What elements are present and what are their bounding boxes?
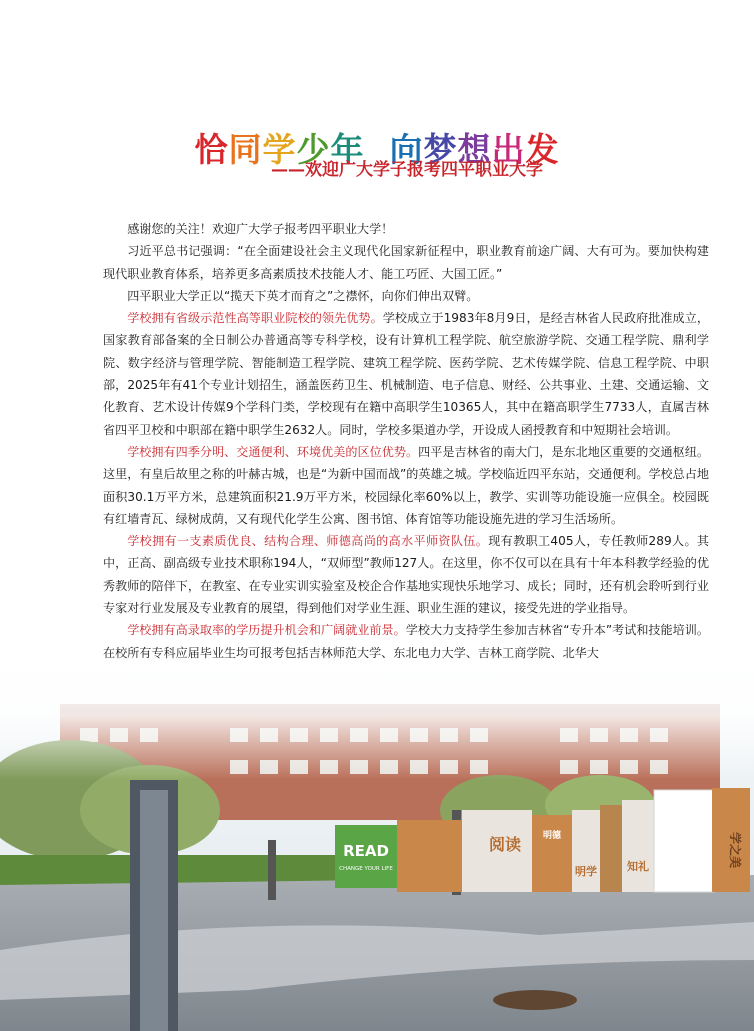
highlight-heading: 学校拥有一支素质优良、结构合理、师德高尚的高水平师资队伍。 xyxy=(127,534,489,549)
panel-text: 明德 xyxy=(542,831,562,841)
title-character: 年 xyxy=(330,130,365,170)
highlight-heading: 学校拥有高录取率的学历提升机会和广阔就业前景。 xyxy=(127,623,406,638)
paragraph-advantage-4 xyxy=(103,619,709,664)
paragraph-text: 现有教职工405人，专任教师289人。其中，正高、副高级专业技术职称194人，“双师型”教师127人。在这里，你不仅可以在具有十年本科教学经验的优秀教师的陪伴下，在教室、在专业实训实验室及校企合作基地实现快乐地学习、成长；同时，还有机会聆听到行业专家对行业发展及专业教育的展望，得到他们对学业生涯、职业生涯的建议，接受先进的学业指导。 xyxy=(103,534,709,616)
title-character: 恰 xyxy=(194,130,229,170)
page-subtitle: ——欢迎广大学子报考四平职业大学 xyxy=(271,160,543,180)
read-sign xyxy=(335,825,397,888)
photo-fade-overlay xyxy=(0,660,754,780)
paragraph-advantage-2 xyxy=(103,441,709,530)
title-character: 少 xyxy=(296,130,331,170)
article-body xyxy=(103,218,709,664)
highlight-heading: 学校拥有四季分明、交通便利、环境优美的区位优势。 xyxy=(127,444,419,459)
panel-text: 明学 xyxy=(575,865,597,878)
paragraph-invitation: 四平职业大学正以“揽天下英才而育之”之襟怀，向你们伸出双臂。 xyxy=(127,288,479,303)
paragraph-advantage-3 xyxy=(103,530,709,619)
paragraph-quote: 习近平总书记强调：“在全面建设社会主义现代化国家新征程中，职业教育前途广阔、大有可为。要加快构建现代职业教育体系，培养更多高素质技术技能人才、能工巧匠、大国工匠。” xyxy=(103,244,709,281)
paragraph-text: 学校大力支持学生参加吉林省“专升本”考试和技能培训。在校所有专科应届毕业生均可报考包括吉林师范大学、东北电力大学、吉林工商学院、北华大 xyxy=(103,623,709,660)
title-character: 出 xyxy=(491,130,526,170)
read-sign-text: READ xyxy=(343,842,389,860)
paragraph-greeting: 感谢您的关注！欢迎广大学子报考四平职业大学！ xyxy=(127,222,394,236)
manhole-cover xyxy=(493,990,577,1010)
paragraph-text: 学校成立于1983年8月9日，是经吉林省人民政府批准成立，国家教育部备案的全日制公办普通高等专科学校，设有计算机工程学院、航空旅游学院、交通工程学院、鼎利学院、数字经济与管理学院、智能制造工程学院、建筑工程学院、医药学院、艺术传媒学院、信息工程学院、中职部，2025年有41个专业计划招生，涵盖医药卫生、机械制造、电子信息、财经、公共事业、土建、交通运输、文化教育、艺术设计传媒9个学科门类，学校现有在籍中高职学生10365人，其中在籍高职学生7733人，直属吉林省四平卫校和中职部在籍中职学生2632人。同时，学校多渠道办学，开设成人函授教育和中短期社会培训。 xyxy=(103,311,709,437)
highlight-heading: 学校拥有省级示范性高等职业院校的领先优势。 xyxy=(127,311,383,326)
title-character: 想 xyxy=(457,130,492,170)
title-character: 发 xyxy=(525,130,560,170)
read-sign-subtext: CHANGE YOUR LIFE xyxy=(339,866,393,872)
title-character: 学 xyxy=(262,130,297,170)
title-character: 向 xyxy=(389,130,424,170)
title-character: 同 xyxy=(228,130,263,170)
panel-text: 阅读 xyxy=(488,835,522,854)
paragraph-advantage-1 xyxy=(103,307,709,441)
panel-text: 知礼 xyxy=(627,860,649,873)
paragraph-text: 四平是吉林省的南大门，是东北地区重要的交通枢纽。这里，有皇后故里之称的叶赫古城，也是“为新中国而战”的英雄之城。学校临近四平东站，交通便利。学校总占地面积30.1万平方米，总建筑面积21.9万平方米，校园绿化率60%以上，教学、实训等功能设施一应俱全。校园既有红墙青瓦、绿树成荫，又有现代化学生公寓、图书馆、体育馆等功能设施先进的学习生活场所。 xyxy=(103,444,709,526)
title-character: 梦 xyxy=(423,130,458,170)
calligraphy-text: 学之美 xyxy=(728,831,742,869)
